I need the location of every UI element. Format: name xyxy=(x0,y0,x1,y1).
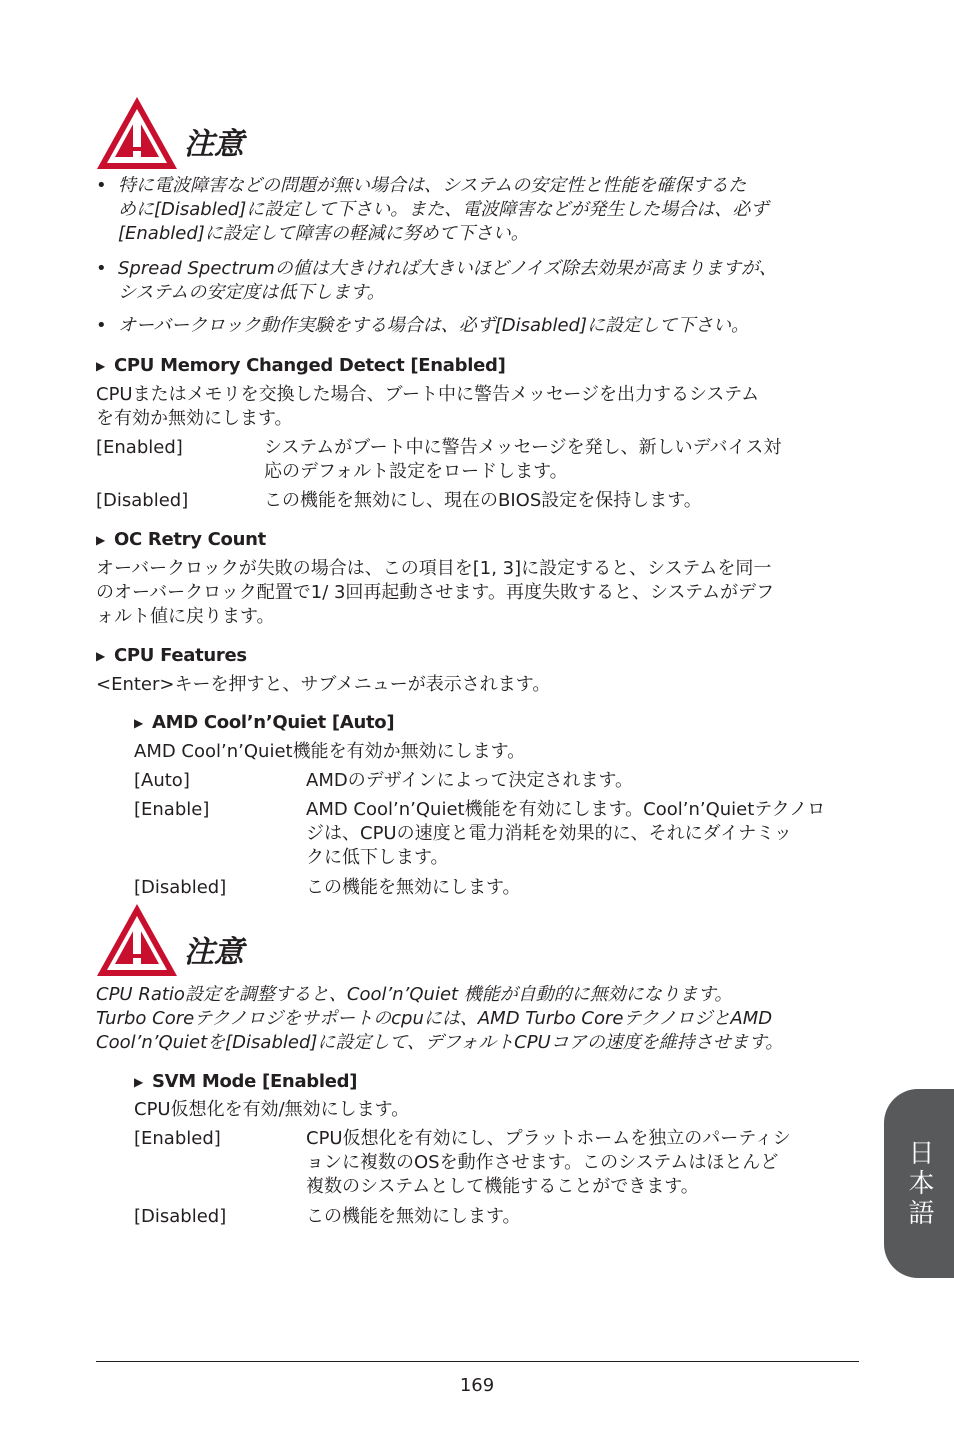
section-desc: AMD Cool’n’Quiet機能を有効か無効にします。 xyxy=(134,741,526,762)
warning-text: Turbo Coreテクノロジをサポートのcpuには、AMD Turbo CoreテクノロジとAMD xyxy=(96,1008,773,1029)
section-heading: AMD Cool’n’Quiet [Auto] xyxy=(152,712,395,733)
warning-title: 注意 xyxy=(184,935,244,970)
triangle-right-icon: ▶ xyxy=(96,533,106,547)
warning-text: [Enabled]に設定して障害の軽減に努めて下さい。 xyxy=(118,223,529,244)
option-key: [Enable] xyxy=(134,799,210,820)
warning-icon xyxy=(95,95,179,171)
warning-text: 特に電波障害などの問題が無い場合は、システムの安定性と性能を確保するた xyxy=(118,175,747,196)
option-key: [Enabled] xyxy=(134,1128,221,1149)
triangle-right-icon: ▶ xyxy=(96,359,106,373)
option-text: システムがブート中に警告メッセージを発し、新しいデバイス対 xyxy=(264,437,782,458)
bullet: • xyxy=(96,258,107,279)
warning-text: めに[Disabled]に設定して下さい。また、電波障害などが発生した場合は、必ず xyxy=(118,199,769,220)
bullet: • xyxy=(96,175,107,196)
option-text: 応のデフォルト設定をロードします。 xyxy=(264,461,568,482)
option-key: [Enabled] xyxy=(96,437,183,458)
option-text: ジは、CPUの速度と電力消耗を効果的に、それにダイナミッ xyxy=(306,823,792,844)
section-desc: を有効か無効にします。 xyxy=(96,408,293,429)
warning-text: Cool’n’Quietを[Disabled]に設定して、デフォルトCPUコアの速度を維持させます。 xyxy=(96,1032,784,1053)
section-desc: オーバークロックが失敗の場合は、この項目を[1, 3]に設定すると、システムを同一 xyxy=(96,558,772,579)
footer-divider xyxy=(96,1361,859,1362)
option-text: クに低下します。 xyxy=(306,847,449,868)
section-heading: CPU Features xyxy=(114,645,247,666)
section-desc: CPU仮想化を有効/無効にします。 xyxy=(134,1099,410,1120)
warning-text: システムの安定度は低下します。 xyxy=(118,282,385,303)
option-key: [Disabled] xyxy=(134,1206,227,1227)
section-desc: CPUまたはメモリを交換した場合、ブート中に警告メッセージを出力するシステム xyxy=(96,384,760,405)
option-text: AMD Cool’n’Quiet機能を有効にします。Cool’n’Quietテクノロ xyxy=(306,799,826,820)
bullet: • xyxy=(96,315,107,336)
warning-text: オーバークロック動作実験をする場合は、必ず[Disabled]に設定して下さい。 xyxy=(118,315,749,336)
option-key: [Auto] xyxy=(134,770,190,791)
section-heading: CPU Memory Changed Detect [Enabled] xyxy=(114,355,506,376)
section-desc: <Enter>キーを押すと、サブメニューが表示されます。 xyxy=(96,674,551,695)
language-tab-label: 日本語 xyxy=(904,1138,934,1229)
warning-icon xyxy=(95,902,179,978)
triangle-right-icon: ▶ xyxy=(134,716,144,730)
page-number: 169 xyxy=(459,1375,495,1396)
language-tab xyxy=(884,1089,954,1278)
section-desc: のオーバークロック配置で1/ 3回再起動させます。再度失敗すると、システムがデフ xyxy=(96,582,775,603)
option-text: この機能を無効にします。 xyxy=(306,877,521,898)
section-heading: SVM Mode [Enabled] xyxy=(152,1071,358,1092)
section-heading: OC Retry Count xyxy=(114,529,266,550)
option-text: この機能を無効にし、現在のBIOS設定を保持します。 xyxy=(264,490,702,511)
option-text: 複数のシステムとして機能することができます。 xyxy=(306,1176,699,1197)
option-text: AMDのデザインによって決定されます。 xyxy=(306,770,634,791)
option-text: この機能を無効にします。 xyxy=(306,1206,521,1227)
warning-title: 注意 xyxy=(184,127,244,162)
warning-text: CPU Ratio設定を調整すると、Cool’n’Quiet 機能が自動的に無効になります。 xyxy=(96,984,733,1005)
option-key: [Disabled] xyxy=(134,877,227,898)
option-text: ョンに複数のOSを動作させます。このシステムはほとんど xyxy=(306,1152,779,1173)
triangle-right-icon: ▶ xyxy=(96,649,106,663)
option-text: CPU仮想化を有効にし、プラットホームを独立のパーティシ xyxy=(306,1128,791,1149)
triangle-right-icon: ▶ xyxy=(134,1075,144,1089)
section-desc: ォルト値に戻ります。 xyxy=(96,606,275,627)
warning-text: Spread Spectrumの値は大きければ大きいほどノイズ除去効果が高まりますが、 xyxy=(118,258,777,279)
option-key: [Disabled] xyxy=(96,490,189,511)
